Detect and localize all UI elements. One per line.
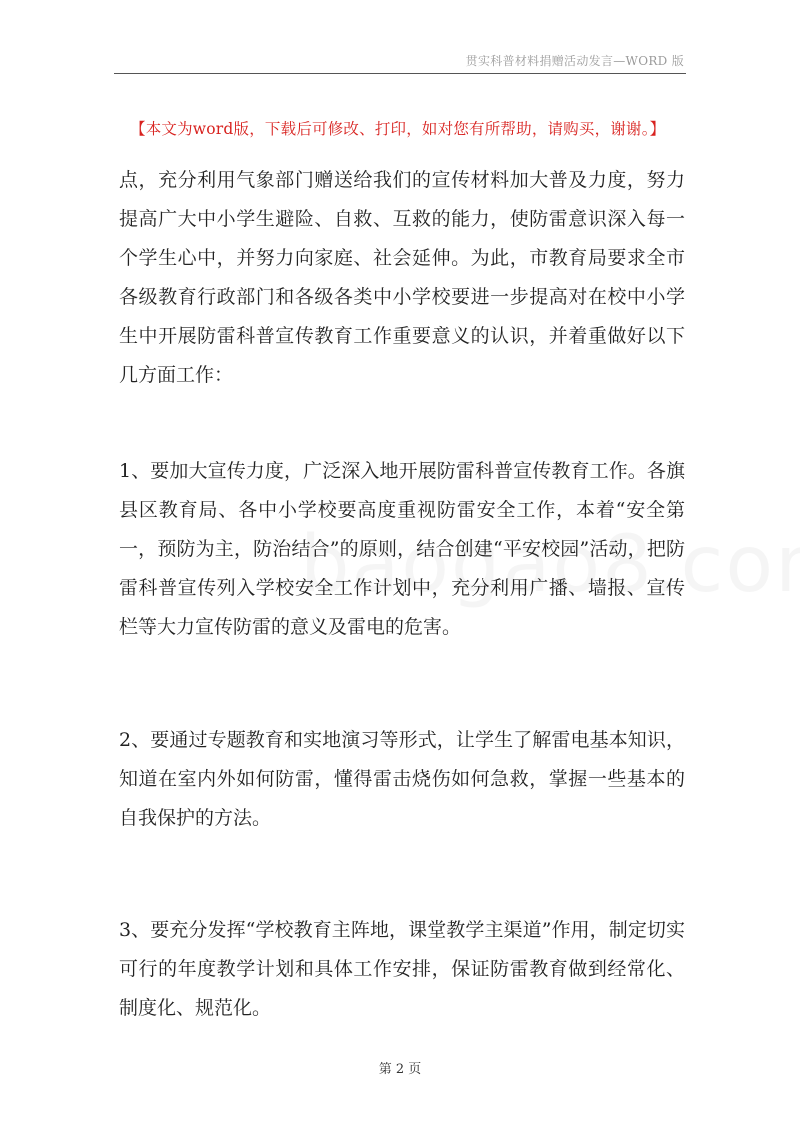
download-notice: 【本文为word版，下载后可修改、打印，如对您有所帮助，请购买，谢谢。】: [130, 120, 666, 138]
paragraph-intro: 点，充分利用气象部门赠送给我们的宣传材料加大普及力度，努力提高广大中小学生避险、自救、互救的能力，使防雷意识深入每一个学生心中，并努力向家庭、社会延伸。为此，市教育局要求全市各级教育行政部门和各级各类中小学校要进一步提高对在校中小学生中开展防雷科普宣传教育工作重要意义的认识，并着重做好以下几方面工作：: [119, 169, 685, 386]
paragraph-item-1: 1、要加大宣传力度，广泛深入地开展防雷科普宣传教育工作。各旗县区教育局、各中小学校要高度重视防雷安全工作，本着“安全第一，预防为主，防治结合”的原则，结合创建“平安校园”活动，把防雷科普宣传列入学校安全工作计划中，充分利用广播、墙报、宣传栏等大力宣传防雷的意义及雷电的危害。: [119, 460, 685, 638]
header-divider: [114, 73, 686, 74]
paragraph-item-2: 2、要通过专题教育和实地演习等形式，让学生了解雷电基本知识，知道在室内外如何防雷，懂得雷击烧伤如何急救，掌握一些基本的自我保护的方法。: [119, 729, 685, 829]
document-header-title: 贯实科普材料捐赠活动发言—WORD 版: [465, 54, 684, 68]
paragraph-item-3: 3、要充分发挥“学校教育主阵地，课堂教学主渠道”作用，制定切实可行的年度教学计划和具体工作安排，保证防雷教育做到经常化、制度化、规范化。: [119, 919, 685, 1019]
page-number: 第 2 页: [378, 1062, 422, 1077]
